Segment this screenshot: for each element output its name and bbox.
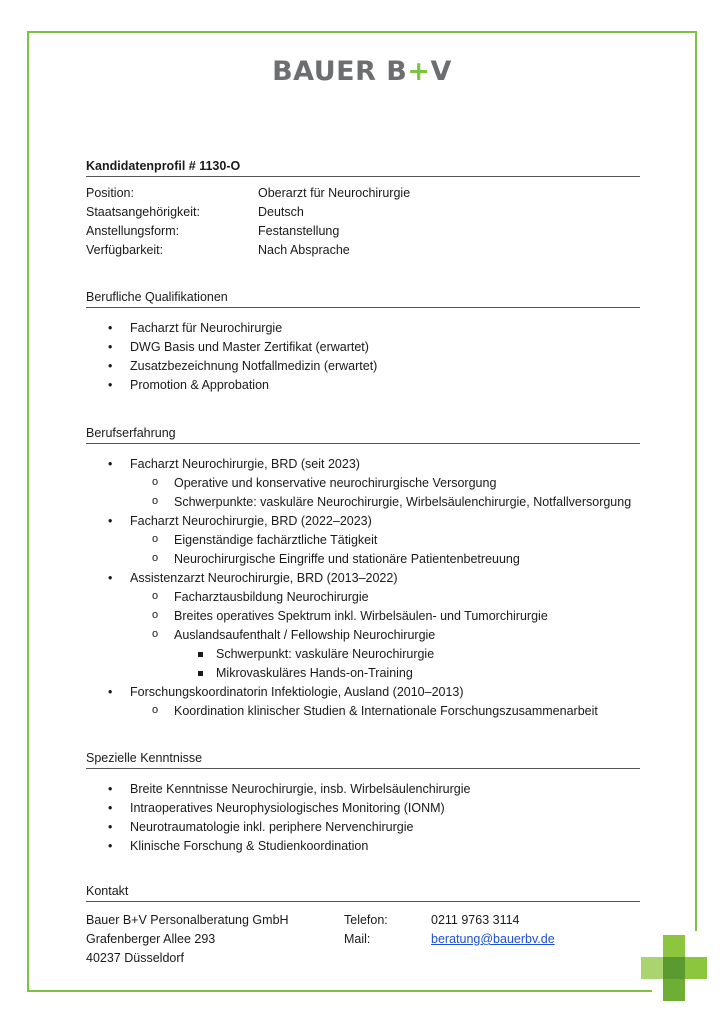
qualifications-list [86, 319, 640, 395]
job-detail: o Facharztausbildung Neurochirurgie [86, 588, 640, 607]
job-item: • Forschungskoordinatorin Infektiologie, Ausland (2010–2013) [86, 683, 640, 702]
contact-values [431, 911, 555, 949]
logo-text-left: BAUER B [272, 56, 408, 87]
experience-section [86, 425, 640, 721]
profile-title: Kandidatenprofil # 1130-O [86, 158, 640, 177]
logo-text-right: V [430, 56, 452, 87]
list-item: • Facharzt für Neurochirurgie [86, 319, 640, 338]
job-detail: o Operative und konservative neurochirurgische Versorgung [86, 474, 640, 493]
job-detail: o Neurochirurgische Eingriffe und stationäre Patientenbetreuung [86, 550, 640, 569]
detail-row [86, 222, 640, 241]
experience-title: Berufserfahrung [86, 425, 640, 444]
detail-row [86, 203, 640, 222]
address-column [86, 911, 289, 968]
contact-block [86, 911, 640, 971]
list-item: • Breite Kenntnisse Neurochirurgie, insb. Wirbelsäulenchirurgie [86, 780, 640, 799]
detail-key: Anstellungsform: [86, 224, 180, 238]
street-address: Grafenberger Allee 293 [86, 932, 216, 946]
list-item: • DWG Basis und Master Zertifikat (erwartet) [86, 338, 640, 357]
job-item: • Facharzt Neurochirurgie, BRD (seit 2023) [86, 455, 640, 474]
list-item: • Klinische Forschung & Studienkoordination [86, 837, 640, 856]
phone-number: 0211 9763 3114 [431, 913, 520, 927]
detail-value: Festanstellung [258, 224, 340, 238]
skills-title: Spezielle Kenntnisse [86, 750, 640, 769]
frame-left-line [27, 31, 29, 992]
job-subdetail: Schwerpunkt: vaskuläre Neurochirurgie [86, 645, 640, 664]
detail-value: Deutsch [258, 205, 304, 219]
skills-section [86, 750, 640, 856]
job-detail: o Schwerpunkte: vaskuläre Neurochirurgie, Wirbelsäulenchirurgie, Notfallversorgung [86, 493, 640, 512]
job-detail: o Eigenständige fachärztliche Tätigkeit [86, 531, 640, 550]
job-subdetail: Mikrovaskuläres Hands-on-Training [86, 664, 640, 683]
mail-label: Mail: [344, 932, 371, 946]
job-detail: o Breites operatives Spektrum inkl. Wirbelsäulen- und Tumorchirurgie [86, 607, 640, 626]
job-item: • Facharzt Neurochirurgie, BRD (2022–2023) [86, 512, 640, 531]
detail-key: Verfügbarkeit: [86, 243, 164, 257]
company-logo [0, 56, 724, 87]
experience-list [86, 455, 640, 721]
detail-value: Oberarzt für Neurochirurgie [258, 186, 411, 200]
phone-label: Telefon: [344, 913, 388, 927]
detail-key: Staatsangehörigkeit: [86, 205, 200, 219]
contact-section [86, 883, 640, 971]
detail-row [86, 184, 640, 203]
company-name: Bauer B+V Personalberatung GmbH [86, 913, 289, 927]
city-address: 40237 Düsseldorf [86, 951, 184, 965]
contact-title: Kontakt [86, 883, 640, 902]
job-detail: o Koordination klinischer Studien & Internationale Forschungszusammenarbeit [86, 702, 640, 721]
profile-section [86, 158, 640, 260]
detail-row [86, 241, 640, 260]
detail-key: Position: [86, 186, 134, 200]
frame-right-line [695, 31, 697, 931]
frame-bottom-line [27, 990, 652, 992]
job-detail: o Auslandsaufenthalt / Fellowship Neurochirurgie [86, 626, 640, 645]
list-item: • Neurotraumatologie inkl. periphere Nervenchirurgie [86, 818, 640, 837]
contact-labels [344, 911, 388, 949]
email-link[interactable]: beratung@bauerbv.de [431, 932, 555, 946]
profile-details [86, 184, 640, 260]
list-item: • Intraoperatives Neurophysiologisches Monitoring (IONM) [86, 799, 640, 818]
list-item: • Zusatzbezeichnung Notfallmedizin (erwartet) [86, 357, 640, 376]
qualifications-title: Berufliche Qualifikationen [86, 289, 640, 308]
qualifications-section [86, 289, 640, 395]
job-item: • Assistenzarzt Neurochirurgie, BRD (2013–2022) [86, 569, 640, 588]
logo-plus: + [407, 56, 431, 87]
frame-top-line [27, 31, 697, 33]
skills-list [86, 780, 640, 856]
list-item: • Promotion & Approbation [86, 376, 640, 395]
detail-value: Nach Absprache [258, 243, 350, 257]
green-cross-icon [641, 935, 707, 1001]
